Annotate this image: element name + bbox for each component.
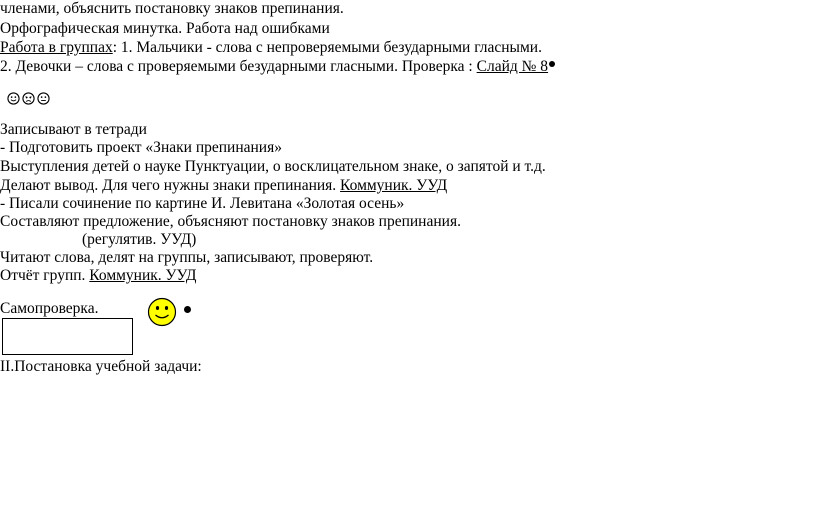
text-line-1: членами, объяснить постановку знаков препинания. xyxy=(0,0,344,17)
text-line-regulative: (регулятив. УУД) xyxy=(82,231,197,248)
neutral-face-icon xyxy=(37,92,50,105)
text-line-girls xyxy=(0,58,555,76)
text-line-conclusion xyxy=(0,177,447,195)
report-text: Отчёт групп. xyxy=(0,267,90,284)
link-slide-8[interactable]: Слайд № 8 xyxy=(476,58,549,75)
text-line-read-words: Читают слова, делят на группы, записывают, проверяют. xyxy=(0,249,374,266)
sad-face-icon xyxy=(22,92,35,105)
text-line-orthography: Орфографическая минутка. Работа над ошибками xyxy=(0,20,330,37)
text-line-groups xyxy=(0,39,542,57)
text-line-notebooks: Записывают в тетради xyxy=(0,121,147,138)
text-line-project: - Подготовить проект «Знаки препинания» xyxy=(0,139,282,156)
girls-task-text: 2. Девочки – слова с проверяемыми безударными гласными. Проверка : xyxy=(0,58,477,75)
link-communicative-uud-1[interactable]: Коммуник. УУД xyxy=(340,177,448,194)
text-line-report xyxy=(0,267,197,285)
text-line-speeches: Выступления детей о науке Пунктуации, о восклицательном знаке, о запятой и т.д. xyxy=(0,158,546,175)
section-heading-task: II.Постановка учебной задачи: xyxy=(0,358,202,375)
groups-task-text: : 1. Мальчики - слова с непроверяемыми безударными гласными. xyxy=(112,39,542,56)
link-group-work[interactable]: Работа в группах xyxy=(0,39,113,56)
smile-face-icon xyxy=(7,92,20,105)
bullet-dot-icon xyxy=(549,61,555,67)
bullet-dot-icon xyxy=(184,306,191,313)
conclusion-text: Делают вывод. Для чего нужны знаки препинания. xyxy=(0,177,341,194)
text-line-self-check: Самопроверка. xyxy=(0,300,99,317)
text-line-sentences: Составляют предложение, объясняют постановку знаков препинания. xyxy=(0,213,461,230)
text-line-essay: - Писали сочинение по картине И. Левитана «Золотая осень» xyxy=(0,195,405,212)
link-communicative-uud-2[interactable]: Коммуник. УУД xyxy=(89,267,197,284)
self-check-box xyxy=(2,318,133,355)
mini-faces-row xyxy=(7,92,50,105)
smiley-face-icon xyxy=(147,297,177,327)
